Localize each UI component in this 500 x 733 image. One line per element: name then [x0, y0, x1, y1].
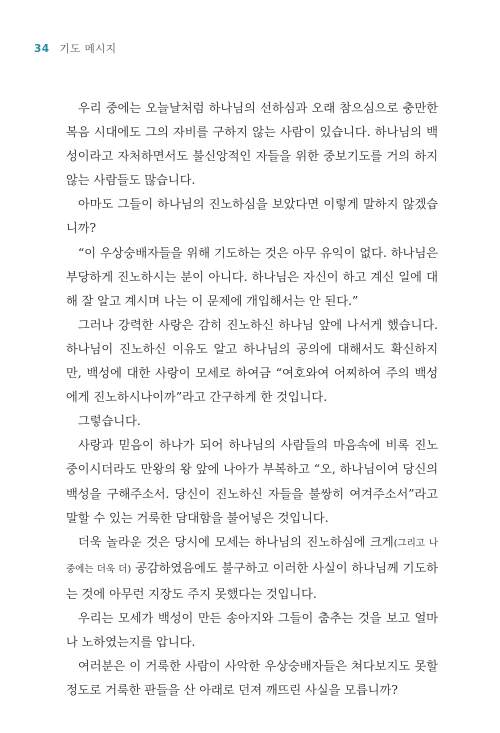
parenthetical-note: (그리고 나중에는 더욱 더)	[66, 537, 438, 575]
paragraph: 여러분은 이 거룩한 사람이 사악한 우상숭배자들은 쳐다보지도 못할 정도로 거룩한 판들을 산 아래로 던져 깨뜨린 사실을 모릅니까?	[66, 659, 438, 698]
paragraph-text: 더욱 놀라운 것은 당시에 모세는 하나님의 진노하심에 크게	[78, 534, 394, 549]
body-text	[66, 96, 438, 702]
paragraph: “이 우상숭배자들을 위해 기도하는 것은 아무 유익이 없다. 하나님은 부당하게 진노하시는 분이 아니다. 하나님은 자신이 하고 계신 일에 대해 잘 알고 계시며 나는 이 문제에 개입해서는 안 된다.”	[66, 245, 438, 308]
running-title: 기도 메시지	[59, 43, 117, 55]
page-number: 34	[34, 43, 50, 55]
paragraph	[66, 530, 438, 606]
paragraph: 사랑과 믿음이 하나가 되어 하나님의 사람들의 마음속에 비록 진노 중이시더라도 만왕의 왕 앞에 나아가 부복하고 “오, 하나님이여 당신의 백성을 구해주소서. 당신이 진노하신 자들을 불쌍히 여겨주소서”라고 말할 수 있는 거룩한 담대함을 불어넣은 것입니다.	[66, 438, 438, 525]
paragraph: 그러나 강력한 사랑은 감히 진노하신 하나님 앞에 나서게 했습니다. 하나님이 진노하신 이유도 알고 하나님의 공의에 대해서도 확신하지만, 백성에 대한 사랑이 모세로 하여금 “여호와여 어찌하여 주의 백성에게 진노하시나이까”라고 간구하게 한 것입니다.	[66, 317, 438, 405]
paragraph: 아마도 그들이 하나님의 진노하심을 보았다면 이렇게 말하지 않겠습니까?	[66, 197, 438, 236]
paragraph: 우리는 모세가 백성이 만든 송아지와 그들이 춤추는 것을 보고 얼마나 노하였는지를 압니다.	[66, 610, 438, 650]
paragraph-text: 공감하였음에도 불구하고 이러한 사실이 하나님께 기도하는 것에 아무런 지장도 주지 못했다는 것입니다.	[66, 560, 438, 601]
running-header	[34, 41, 117, 56]
paragraph: 우리 중에는 오늘날처럼 하나님의 선하심과 오래 참으심으로 충만한 복음 시대에도 그의 자비를 구하지 않는 사람이 있습니다. 하나님의 백성이라고 자처하면서도 불신앙적인 자들을 위한 중보기도를 거의 하지 않는 사람들도 많습니다.	[66, 101, 438, 188]
paragraph: 그렇습니다.	[78, 414, 141, 429]
